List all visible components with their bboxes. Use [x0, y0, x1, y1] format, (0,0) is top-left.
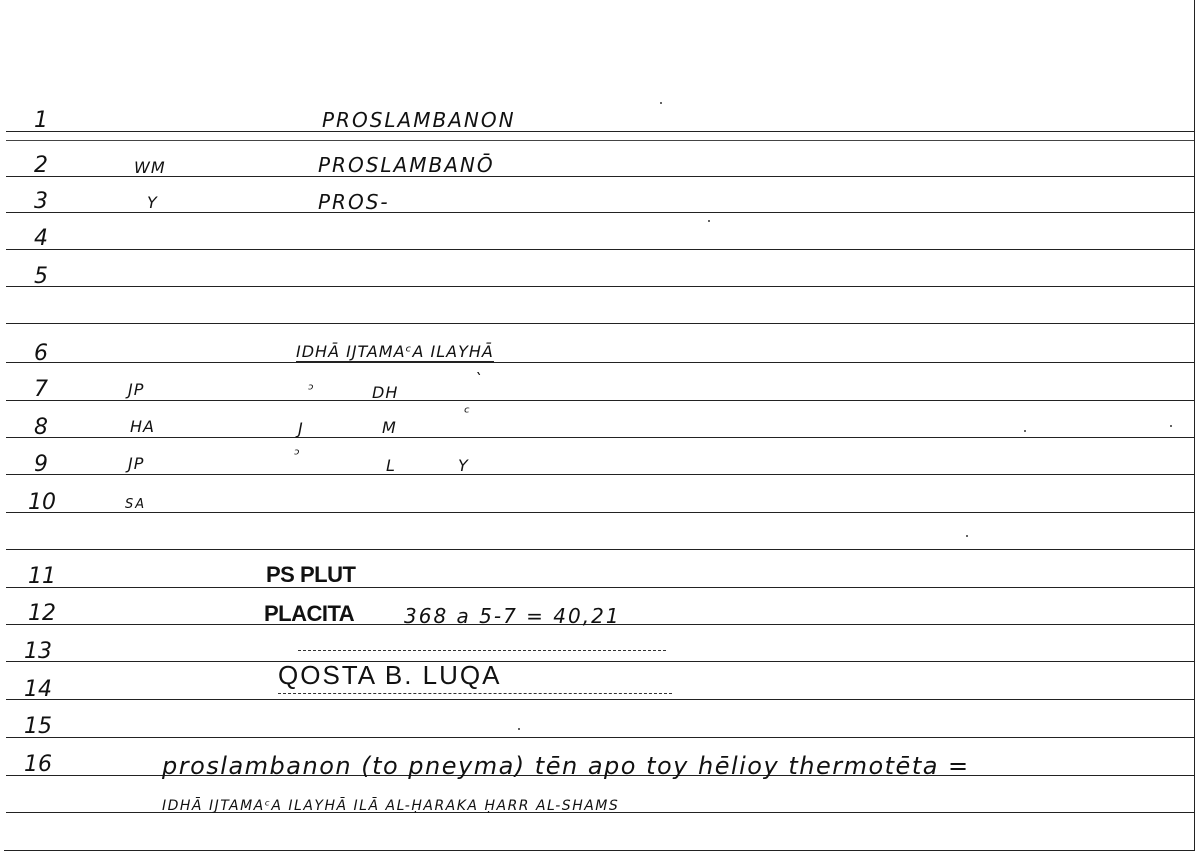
lemma-variant: PROS-: [318, 190, 390, 214]
variant-mark: Y: [458, 456, 469, 475]
source-author: PS PLUT: [266, 562, 356, 587]
lemma-greek: PROSLAMBANON: [322, 108, 516, 132]
row-number: 15: [24, 714, 52, 739]
row-number: 2: [34, 153, 48, 178]
rule-line: [6, 249, 1194, 250]
row-number: 4: [34, 226, 48, 251]
speck: [1024, 430, 1026, 432]
card-border: [4, 0, 1195, 851]
rule-line: [6, 323, 1194, 324]
row-number: 1: [34, 108, 48, 133]
source-siglum: WM: [134, 158, 166, 177]
row-number: 10: [28, 490, 56, 515]
speck: [708, 220, 710, 222]
rule-line: [6, 140, 1194, 141]
speck: [966, 535, 968, 537]
rule-line: [6, 587, 1194, 588]
translator: QOSTA B. LUQA: [278, 660, 502, 690]
row-number: 14: [24, 677, 52, 702]
rule-line: [6, 474, 1194, 475]
source-siglum: JP: [128, 380, 145, 399]
dotted-line: [298, 650, 666, 651]
variant-mark: L: [386, 456, 396, 475]
speck: [518, 728, 520, 730]
variant-mark: DH: [372, 383, 399, 402]
speck: [660, 102, 662, 104]
source-siglum: JP: [128, 454, 145, 473]
rule-line: [6, 549, 1194, 550]
row-number: 6: [34, 341, 48, 366]
source-siglum: HA: [130, 417, 155, 436]
row-number: 16: [24, 752, 52, 777]
rule-line: [6, 400, 1194, 401]
rule-line: [6, 176, 1194, 177]
variant-mark: ᵓ: [308, 380, 315, 399]
rule-line: [6, 699, 1194, 700]
row-number: 11: [28, 564, 56, 589]
variant-mark: ᶜ: [464, 403, 471, 422]
speck: [1170, 425, 1172, 427]
row-number: 5: [34, 264, 48, 289]
rule-line: [6, 362, 1194, 363]
dotted-line: [278, 693, 672, 694]
variant-mark: ˋ: [474, 370, 483, 389]
row-number: 7: [34, 377, 48, 402]
row-number: 3: [34, 189, 48, 214]
arabic-translation: IDHĀ IJTAMAᶜA ILAYHĀ ILĀ AL-ḤARAKA ḤARR AL-SHAMS: [162, 798, 620, 814]
variant-mark: M: [382, 418, 397, 437]
lemma-variant: PROSLAMBANŌ: [318, 153, 495, 177]
rule-line: [6, 437, 1194, 438]
row-number: 8: [34, 415, 48, 440]
source-work: PLACITA: [264, 601, 355, 626]
source-siglum: Y: [147, 193, 158, 212]
rule-line: [6, 737, 1194, 738]
row-number: 13: [24, 639, 52, 664]
rule-line: [6, 212, 1194, 213]
rule-line: [6, 286, 1194, 287]
source-siglum: SA: [125, 497, 147, 512]
rule-line: [6, 131, 1194, 132]
source-reference: 368 a 5-7 = 40,21: [404, 604, 621, 628]
row-number: 12: [28, 601, 56, 626]
rule-line: [6, 512, 1194, 513]
variant-mark: ᵓ: [294, 445, 301, 464]
arabic-equivalent: IDHĀ IJTAMAᶜA ILAYHĀ: [296, 342, 494, 361]
variant-mark: J: [298, 419, 304, 438]
greek-context: proslambanon (to pneyma) tēn apo toy hēlioy thermotēta =: [162, 752, 970, 780]
rule-line: [6, 661, 1194, 662]
row-number: 9: [34, 452, 48, 477]
